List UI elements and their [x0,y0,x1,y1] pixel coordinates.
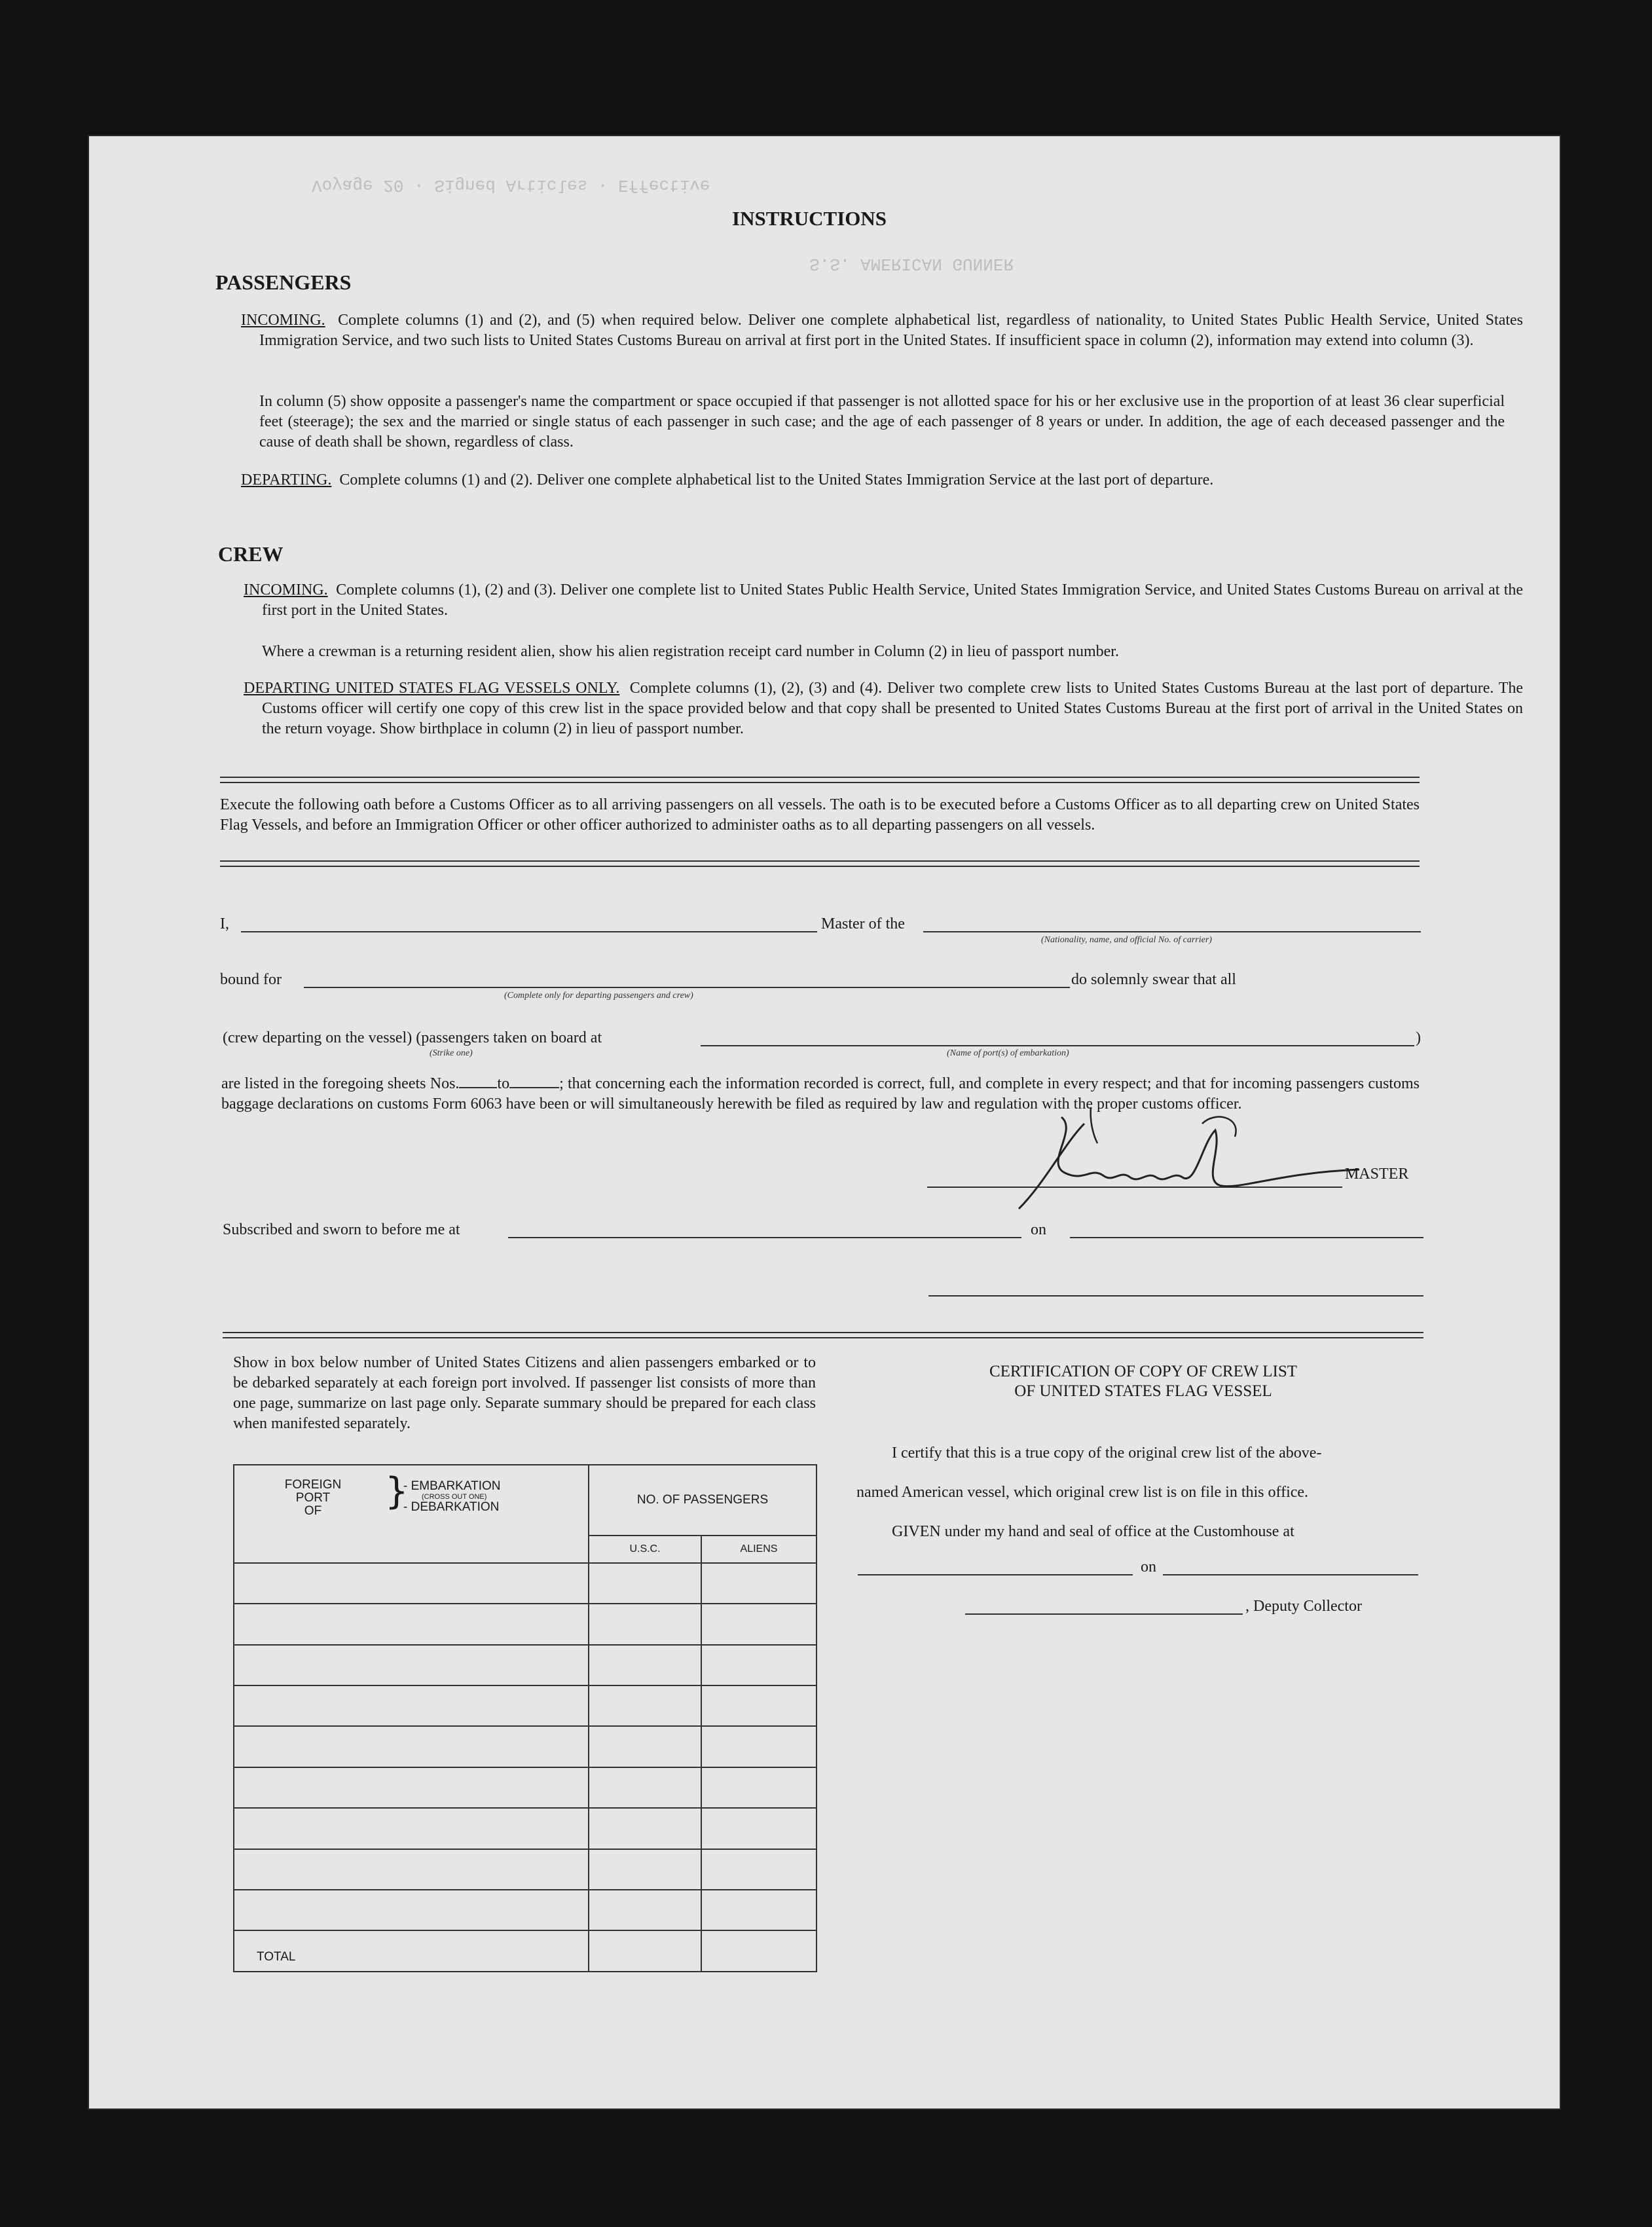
aliens-cell[interactable] [701,1890,817,1930]
double-rule [223,1332,1423,1338]
usc-cell[interactable] [589,1604,701,1644]
foreign-label: FOREIGN [284,1478,342,1492]
document-page [89,136,1560,2108]
table-row [234,1890,817,1930]
usc-cell[interactable] [589,1726,701,1767]
master-of-the-label: Master of the [821,915,905,932]
certify-line2: named American vessel, which original crew list is on file in this office. [856,1484,1309,1501]
bound-for-field[interactable] [304,987,1070,988]
bound-for-caption: (Complete only for departing passengers and crew) [504,991,693,1001]
usc-cell[interactable] [589,1890,701,1930]
sheet-from-field[interactable] [459,1075,497,1088]
double-rule [220,860,1420,867]
table-row [234,1767,817,1808]
summary-instructions: Show in box below number of United States Citizens and alien passengers embarked or to be debarked separately at each foreign port involved. If passenger list consists of more than one page, summarize on last page only. Separate summary should be prepared for each class when manifested separately. [233,1354,816,1432]
total-label: TOTAL [234,1930,589,1972]
certify-line1: I certify that this is a true copy of the original crew list of the above- [892,1445,1322,1462]
aliens-cell[interactable] [701,1563,817,1604]
incoming-text: Complete columns (1) and (2), and (5) when required below. Deliver one complete alphabetical list, regardless of nationality, to United States Public Health Service, United States Immigration Service, and two such lists to United States Customs Bureau on arrival at first port in the United States. If insufficient space in column (2), information may extend into column (3). [259,312,1524,349]
listed-sheets-label: are listed in the foregoing sheets Nos. [221,1075,460,1092]
aliens-header: ALIENS [701,1536,817,1563]
close-paren: ) [1416,1029,1421,1046]
certification-title-line1: CERTIFICATION OF COPY OF CREW LIST [989,1363,1298,1380]
table-row [234,1849,817,1890]
oath-i-label: I, [220,915,229,932]
total-row [234,1930,817,1972]
port-label: PORT [295,1491,331,1505]
departing-text: Complete columns (1) and (2). Deliver one complete alphabetical list to the United States Immigration Service at the last port of departure. [339,471,1214,488]
certification-title [875,1362,1412,1401]
crew-incoming-paragraph [244,580,1523,621]
certify-date-field[interactable] [1163,1574,1418,1575]
sworn-on-label: on [1031,1221,1046,1238]
brace-icon: } [385,1470,409,1513]
aliens-cell[interactable] [701,1726,817,1767]
sheet-to-field[interactable] [509,1075,559,1088]
port-cell[interactable] [234,1645,589,1685]
swear-label: do solemnly swear that all [1071,971,1236,988]
usc-cell[interactable] [589,1563,701,1604]
cross-out-one-note: (CROSS OUT ONE) [422,1493,487,1501]
subscribed-label: Subscribed and sworn to before me at [223,1221,460,1238]
sworn-date-field[interactable] [1070,1237,1423,1238]
listed-to-label: to [497,1075,510,1092]
usc-cell[interactable] [589,1685,701,1726]
column5-paragraph: In column (5) show opposite a passenger's name the compartment or space occupied if that passenger is not allotted space for his or her exclusive use in the proportion of at least 36 clear superficial feet (steerage); the sex and the married or single status of each passenger in such case; and the age of each passenger of 8 years or under. In addition, the age of each deceased passenger and the cause of death shall be shown, regardless of class. [259,393,1505,451]
table-row [234,1726,817,1767]
table-row [234,1808,817,1849]
carrier-field[interactable] [923,931,1421,932]
passengers-departing-paragraph [241,470,1523,490]
table-row [234,1563,817,1604]
passenger-summary-table [233,1464,817,1972]
crew-departing-label: DEPARTING UNITED STATES FLAG VESSELS ONLY. [244,680,620,697]
port-cell[interactable] [234,1563,589,1604]
usc-cell[interactable] [589,1767,701,1808]
sworn-place-field[interactable] [508,1237,1021,1238]
crew-incoming-label: INCOMING. [244,581,328,598]
debarkation-option[interactable]: - DEBARKATION [403,1500,500,1514]
deputy-collector-field[interactable] [965,1613,1243,1615]
page-title: INSTRUCTIONS [732,207,887,230]
departing-label: DEPARTING. [241,471,332,488]
certify-line3: GIVEN under my hand and seal of office at the Customhouse at [892,1523,1294,1540]
aliens-cell[interactable] [701,1685,817,1726]
passengers-heading: PASSENGERS [215,270,352,294]
bleed-through-text: S.S. AMERICAN GUNNER [809,254,1014,274]
foreign-port-header [234,1465,589,1563]
carrier-caption: (Nationality, name, and official No. of carrier) [1041,935,1212,945]
aliens-cell[interactable] [701,1645,817,1685]
usc-header: U.S.C. [589,1536,701,1563]
deputy-collector-label: , Deputy Collector [1245,1598,1362,1615]
table-row [234,1685,817,1726]
usc-total-cell[interactable] [589,1930,701,1972]
embarkation-ports-field[interactable] [701,1045,1414,1046]
crew-heading: CREW [218,542,284,566]
resident-alien-paragraph: Where a crewman is a returning resident alien, show his alien registration receipt card number in Column (2) in lieu of passport number. [262,643,1119,660]
aliens-total-cell[interactable] [701,1930,817,1972]
aliens-cell[interactable] [701,1604,817,1644]
port-cell[interactable] [234,1849,589,1890]
crew-incoming-text: Complete columns (1), (2) and (3). Deliver one complete list to United States Public Health Service, United States Immigration Service, and United States Customs Bureau on arrival at the first port in the United States. [262,581,1524,619]
usc-cell[interactable] [589,1808,701,1849]
port-cell[interactable] [234,1767,589,1808]
aliens-cell[interactable] [701,1849,817,1890]
master-label: MASTER [1345,1166,1409,1183]
oath-intro-paragraph: Execute the following oath before a Customs Officer as to all arriving passengers on all vessels. The oath is to be executed before a Customs Officer as to all departing crew on United States Flag Vessels, and before an Immigration Officer or other officer authorized to administer oaths as to all departing passengers on all vessels. [220,796,1420,834]
officer-signature-field[interactable] [928,1295,1423,1297]
port-cell[interactable] [234,1604,589,1644]
master-signature [1006,1104,1372,1215]
listed-sheets-text: ; that concerning each the information recorded is correct, full, and complete in every respect; and that for incoming passengers customs baggage declarations on customs Form 6063 have been or will simultaneously herewith be filed as required by law and regulation with the proper customs officer. [221,1075,1420,1113]
usc-cell[interactable] [589,1645,701,1685]
incoming-label: INCOMING. [241,312,325,329]
port-cell[interactable] [234,1890,589,1930]
certify-on-label: on [1141,1558,1156,1575]
customhouse-field[interactable] [858,1574,1133,1575]
passengers-incoming-paragraph [241,310,1523,351]
aliens-cell[interactable] [701,1767,817,1808]
no-of-passengers-header: NO. OF PASSENGERS [589,1465,817,1536]
embarkation-option[interactable]: - EMBARKATION [403,1479,501,1493]
port-cell[interactable] [234,1685,589,1726]
bound-for-label: bound for [220,971,282,988]
crew-departing-label: (crew departing on the vessel) (passengers taken on board at [223,1029,602,1046]
crew-departing-paragraph [244,678,1523,739]
table-row [234,1604,817,1644]
port-cell[interactable] [234,1726,589,1767]
strike-one-caption: (Strike one) [430,1048,473,1058]
double-rule [220,777,1420,783]
usc-cell[interactable] [589,1849,701,1890]
table-row [234,1645,817,1685]
master-name-field[interactable] [241,931,817,932]
aliens-cell[interactable] [701,1808,817,1849]
port-cell[interactable] [234,1808,589,1849]
certification-title-line2: OF UNITED STATES FLAG VESSEL [1014,1382,1272,1400]
ports-caption: (Name of port(s) of embarkation) [947,1048,1069,1058]
bleed-through-text: Voyage 20 · Signed Articles · Effective [312,175,710,195]
crew-departing-text: Complete columns (1), (2), (3) and (4). Deliver two complete crew lists to United States Customs Bureau at the last port of departure. The Customs officer will certify one copy of this crew list in the space provided below and that copy shall be presented to United States Customs Bureau at the first port of arrival in the United States on the return voyage. Show birthplace in column (2) in lieu of passport number. [262,680,1524,737]
of-label: OF [304,1504,322,1518]
